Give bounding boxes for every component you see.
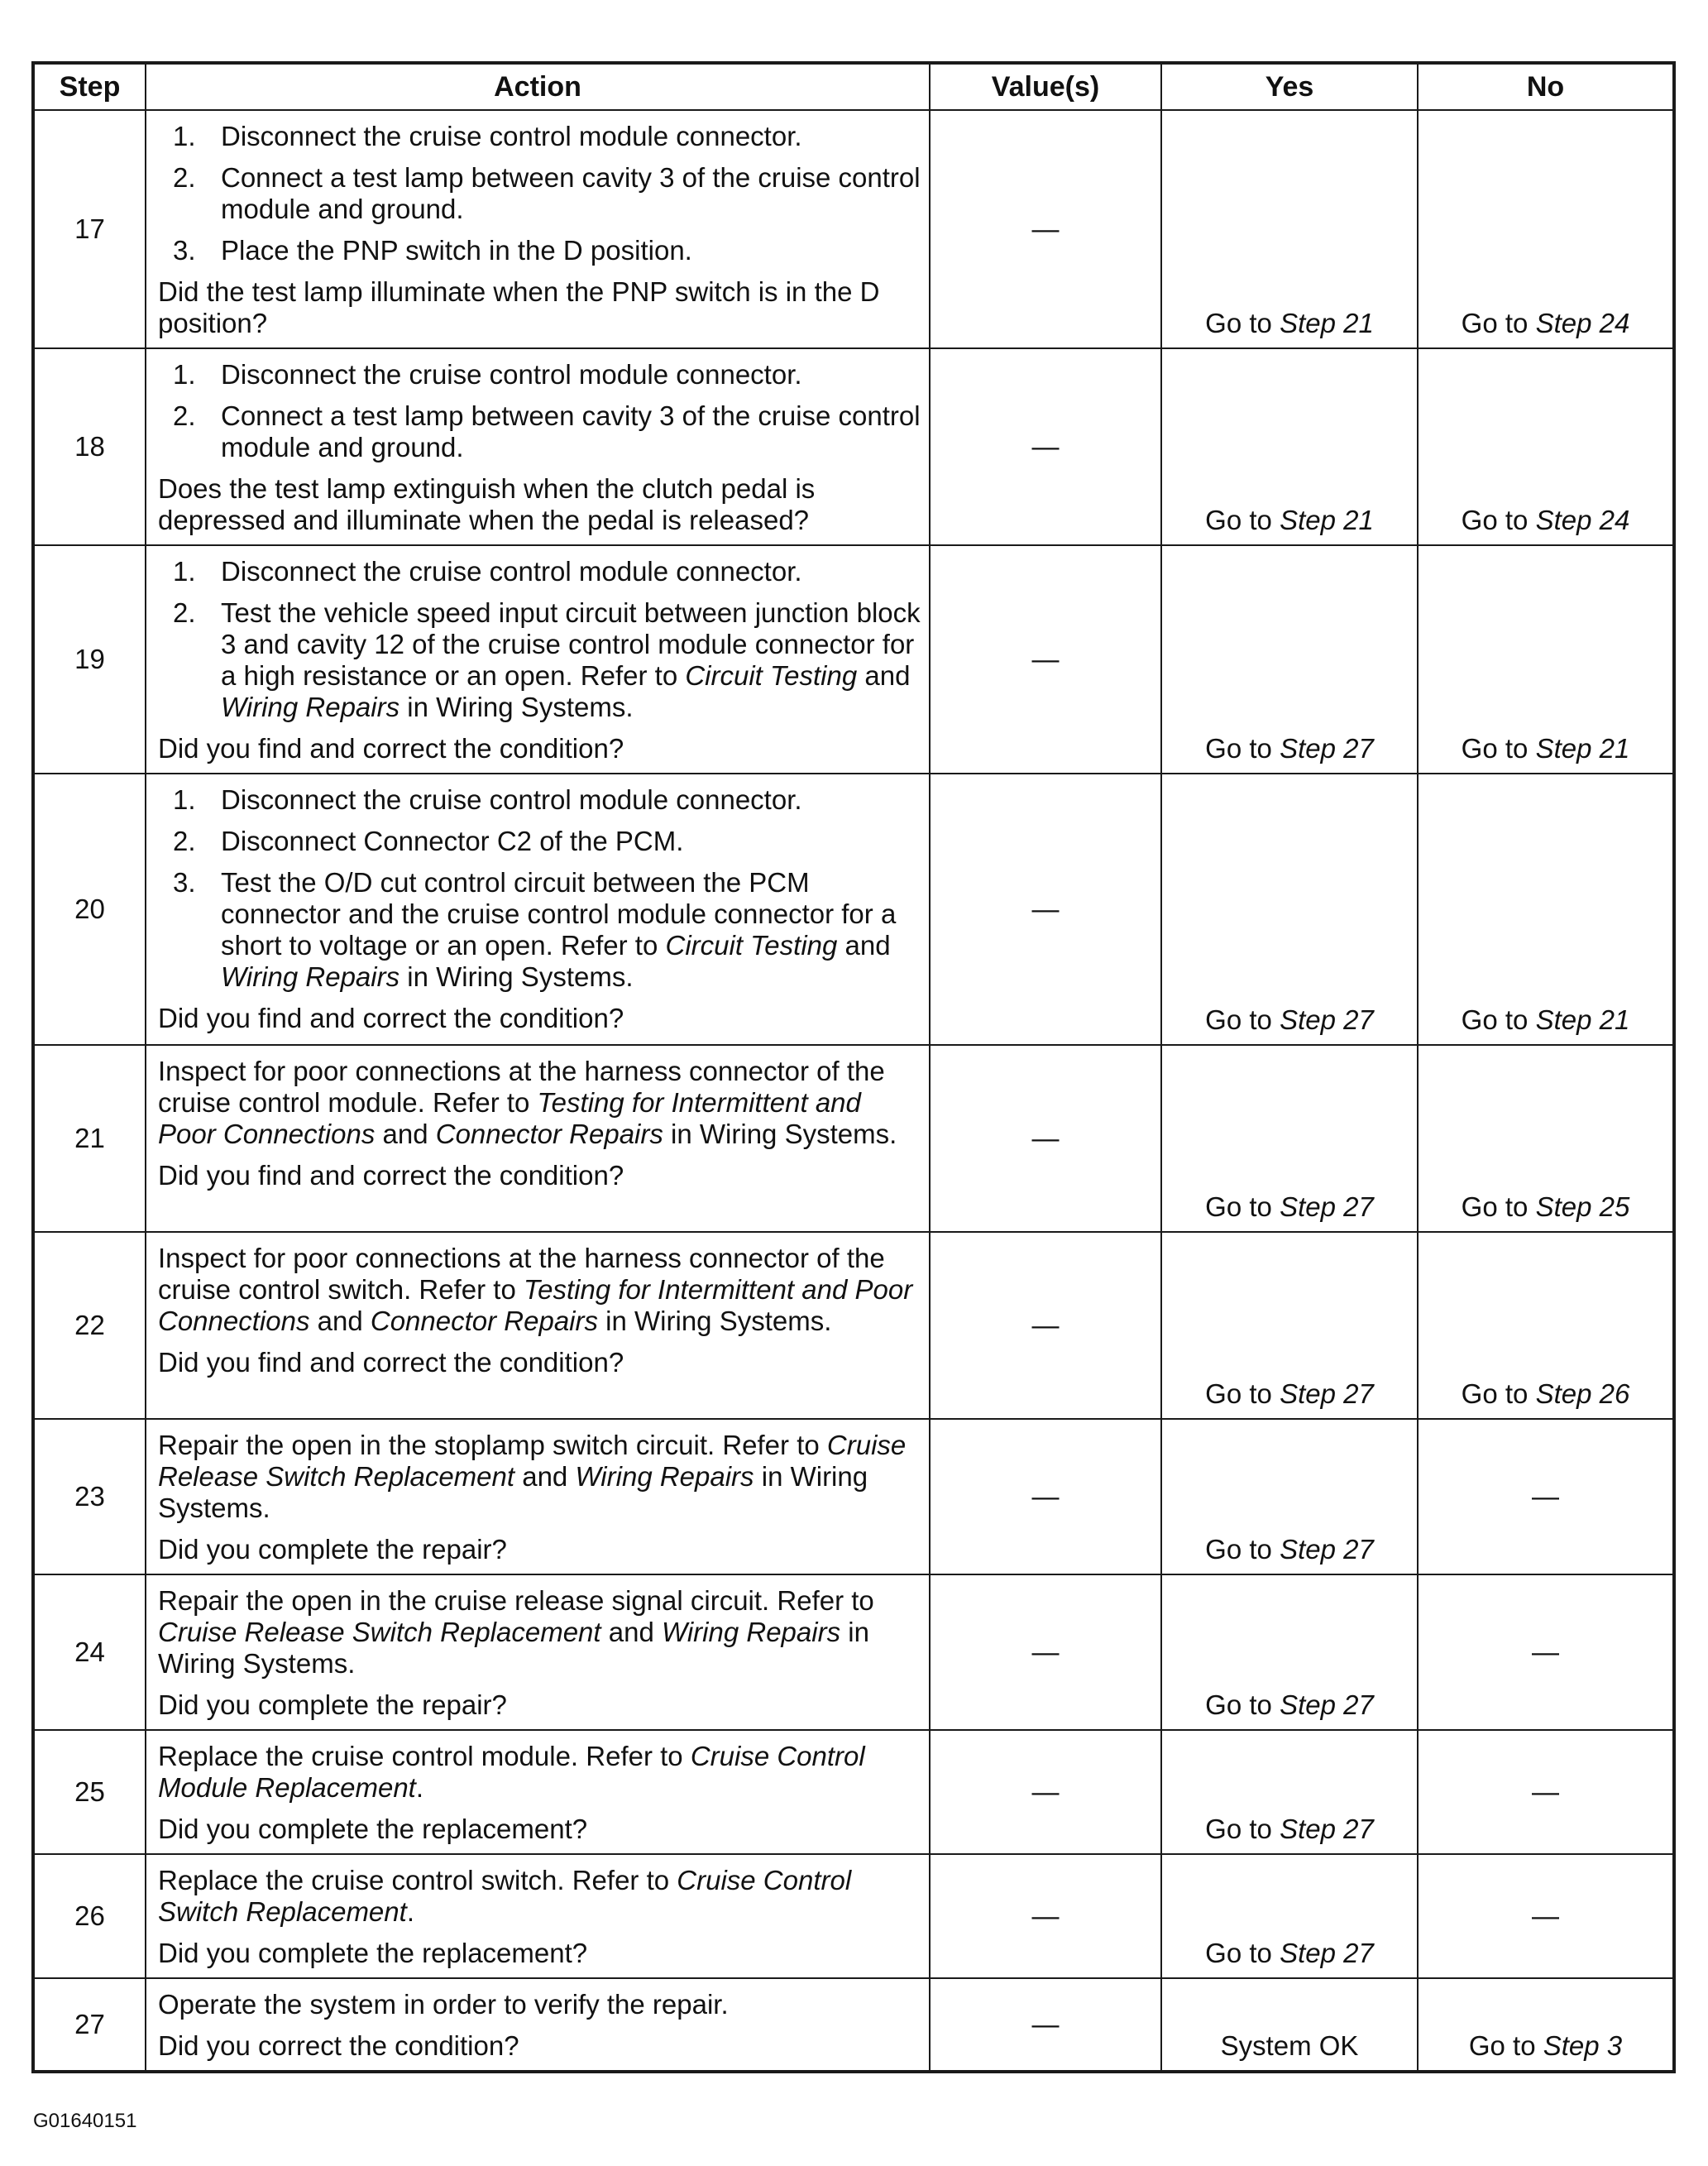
step-number: 25 [33, 1730, 146, 1854]
step-link[interactable]: Step 26 [1535, 1378, 1630, 1409]
action-item: Test the vehicle speed input circuit between junction block 3 and cavity 12 of the cruise control module connector for a high resistance or an open. Refer to Circuit Testing and Wiring Repairs in Wiring Systems. [221, 597, 921, 722]
step-link[interactable]: Step 3 [1543, 2030, 1623, 2061]
action-cell [146, 1854, 930, 1978]
yes-cell: Go to Step 27 [1161, 545, 1418, 774]
no-cell: Go to Step 3 [1418, 1978, 1674, 2072]
action-question: Did you find and correct the condition? [158, 1160, 624, 1191]
action-text: Operate the system in order to verify the repair. [158, 1989, 729, 2020]
diagnostic-table [31, 61, 1676, 2073]
yes-cell: Go to Step 27 [1161, 1730, 1418, 1854]
step-link[interactable]: Step 21 [1535, 1004, 1630, 1035]
action-cell: 1. Disconnect the cruise control module connector. 2. Test the vehicle speed input circuit between junction block 3 and cavity 12 of the cruise control module connector for a high resistance or an open. Refer to Circuit Testing and Wiring Repairs in Wiring Systems. Did you find and correct the condition? [146, 545, 930, 774]
table-row [33, 1419, 1674, 1574]
action-question: Did you complete the repair? [158, 1534, 507, 1565]
action-question: Did you correct the condition? [158, 2030, 519, 2061]
value-cell: — [930, 1419, 1161, 1574]
header-yes: Yes [1161, 63, 1418, 110]
yes-cell: Go to Step 27 [1161, 774, 1418, 1045]
step-link[interactable]: Step 24 [1535, 505, 1630, 535]
value-cell: — [930, 348, 1161, 545]
step-number: 23 [33, 1419, 146, 1574]
value-cell: — [930, 110, 1161, 348]
step-link[interactable]: Step 27 [1280, 1689, 1374, 1720]
table-row [33, 1574, 1674, 1730]
action-cell [146, 1232, 930, 1419]
value-cell: — [930, 1978, 1161, 2072]
value-cell: — [930, 1574, 1161, 1730]
action-text: Inspect for poor connections at the harness connector of the cruise control module. Refer to Testing for Intermittent and Poor Connections and Connector Repairs in Wiring Systems. [158, 1056, 897, 1149]
table-row [33, 348, 1674, 545]
step-number: 22 [33, 1232, 146, 1419]
header-no: No [1418, 63, 1674, 110]
action-question: Did you find and correct the condition? [158, 733, 624, 764]
step-number: 26 [33, 1854, 146, 1978]
step-number: 17 [33, 110, 146, 348]
header-row [33, 63, 1674, 110]
step-link[interactable]: Step 27 [1280, 1191, 1374, 1222]
step-number: 24 [33, 1574, 146, 1730]
no-cell: Go to Step 24 [1418, 110, 1674, 348]
yes-cell: Go to Step 21 [1161, 110, 1418, 348]
no-cell: — [1418, 1419, 1674, 1574]
yes-cell: Go to Step 21 [1161, 348, 1418, 545]
yes-cell: Go to Step 27 [1161, 1574, 1418, 1730]
step-number: 19 [33, 545, 146, 774]
action-cell [146, 1419, 930, 1574]
step-link[interactable]: Step 24 [1535, 308, 1630, 338]
value-cell: — [930, 1045, 1161, 1232]
no-cell: — [1418, 1854, 1674, 1978]
header-value: Value(s) [930, 63, 1161, 110]
no-cell: Go to Step 25 [1418, 1045, 1674, 1232]
action-item: Place the PNP switch in the D position. [221, 235, 692, 266]
step-link[interactable]: Step 27 [1280, 1938, 1374, 1968]
value-cell: — [930, 774, 1161, 1045]
action-item: Disconnect the cruise control module connector. [221, 556, 802, 587]
action-item: Disconnect the cruise control module connector. [221, 784, 802, 815]
action-cell [146, 1730, 930, 1854]
step-link[interactable]: Step 21 [1280, 505, 1374, 535]
action-question: Did you find and correct the condition? [158, 1347, 624, 1378]
table-row [33, 1854, 1674, 1978]
action-text: Replace the cruise control module. Refer to Cruise Control Module Replacement. [158, 1741, 865, 1803]
no-cell: Go to Step 26 [1418, 1232, 1674, 1419]
yes-cell: Go to Step 27 [1161, 1045, 1418, 1232]
step-number: 18 [33, 348, 146, 545]
no-cell: Go to Step 21 [1418, 545, 1674, 774]
action-cell [146, 1045, 930, 1232]
step-link[interactable]: Step 27 [1280, 1534, 1374, 1565]
action-question: Did you find and correct the condition? [158, 1003, 624, 1033]
action-item: Disconnect Connector C2 of the PCM. [221, 826, 684, 856]
action-cell: 1. Disconnect the cruise control module connector. 2. Disconnect Connector C2 of the PCM. 3. Test the O/D cut control circuit between the PCM connector and the cruise control module connector for a short to voltage or an open. Refer to Circuit Testing and Wiring Repairs in Wiring Systems. Did you find and correct the condition? [146, 774, 930, 1045]
no-cell: Go to Step 24 [1418, 348, 1674, 545]
no-cell: — [1418, 1574, 1674, 1730]
value-cell: — [930, 1730, 1161, 1854]
header-step: Step [33, 63, 146, 110]
action-question: Does the test lamp extinguish when the clutch pedal is depressed and illuminate when the pedal is released? [158, 473, 816, 535]
value-cell: — [930, 1854, 1161, 1978]
action-text: Replace the cruise control switch. Refer to Cruise Control Switch Replacement. [158, 1865, 852, 1927]
yes-cell: Go to Step 27 [1161, 1854, 1418, 1978]
step-number: 27 [33, 1978, 146, 2072]
step-number: 21 [33, 1045, 146, 1232]
action-question: Did the test lamp illuminate when the PNP switch is in the D position? [158, 276, 880, 338]
value-cell: — [930, 1232, 1161, 1419]
yes-cell: System OK [1161, 1978, 1418, 2072]
action-cell [146, 1978, 930, 2072]
header-action: Action [146, 63, 930, 110]
yes-cell: Go to Step 27 [1161, 1419, 1418, 1574]
action-question: Did you complete the replacement? [158, 1938, 588, 1968]
table-row [33, 774, 1674, 1045]
action-text: Inspect for poor connections at the harness connector of the cruise control switch. Refer to Testing for Intermittent and Poor Connections and Connector Repairs in Wiring Systems. [158, 1243, 913, 1336]
table-row [33, 110, 1674, 348]
step-link[interactable]: Step 21 [1535, 733, 1630, 764]
action-cell [146, 1574, 930, 1730]
action-item: Test the O/D cut control circuit between the PCM connector and the cruise control module connector for a short to voltage or an open. Refer to Circuit Testing and Wiring Repairs in Wiring Systems. [221, 867, 897, 992]
step-link[interactable]: Step 21 [1280, 308, 1374, 338]
action-item: Connect a test lamp between cavity 3 of the cruise control module and ground. [221, 400, 921, 462]
action-text: Repair the open in the stoplamp switch circuit. Refer to Cruise Release Switch Replacement and Wiring Repairs in Wiring Systems. [158, 1430, 907, 1523]
step-link[interactable]: Step 27 [1280, 1004, 1374, 1035]
no-cell: — [1418, 1730, 1674, 1854]
action-cell: 1. Disconnect the cruise control module connector. 2. Connect a test lamp between cavity 3 of the cruise control module and ground. Does the test lamp extinguish when the clutch pedal is depressed and illuminate when the pedal is released? [146, 348, 930, 545]
table-row [33, 1045, 1674, 1232]
step-link[interactable]: Step 27 [1280, 1814, 1374, 1844]
figure-code: G01640151 [33, 2110, 137, 2132]
table-row [33, 1978, 1674, 2072]
table-row [33, 1730, 1674, 1854]
value-cell: — [930, 545, 1161, 774]
step-link[interactable]: Step 25 [1535, 1191, 1630, 1222]
step-number: 20 [33, 774, 146, 1045]
action-question: Did you complete the repair? [158, 1689, 507, 1720]
action-item: Connect a test lamp between cavity 3 of the cruise control module and ground. [221, 162, 921, 224]
action-item: Disconnect the cruise control module connector. [221, 359, 802, 390]
action-cell: 1. Disconnect the cruise control module connector. 2. Connect a test lamp between cavity 3 of the cruise control module and ground. 3. Place the PNP switch in the D position. Did the test lamp illuminate when the PNP switch is in the D position? [146, 110, 930, 348]
table-row [33, 1232, 1674, 1419]
action-text: Repair the open in the cruise release signal circuit. Refer to Cruise Release Switch Replacement and Wiring Repairs in Wiring Systems. [158, 1585, 874, 1679]
action-item: Disconnect the cruise control module connector. [221, 121, 802, 151]
step-link[interactable]: Step 27 [1280, 733, 1374, 764]
action-question: Did you complete the replacement? [158, 1814, 588, 1844]
no-cell: Go to Step 21 [1418, 774, 1674, 1045]
step-link[interactable]: Step 27 [1280, 1378, 1374, 1409]
table-row [33, 545, 1674, 774]
yes-cell: Go to Step 27 [1161, 1232, 1418, 1419]
